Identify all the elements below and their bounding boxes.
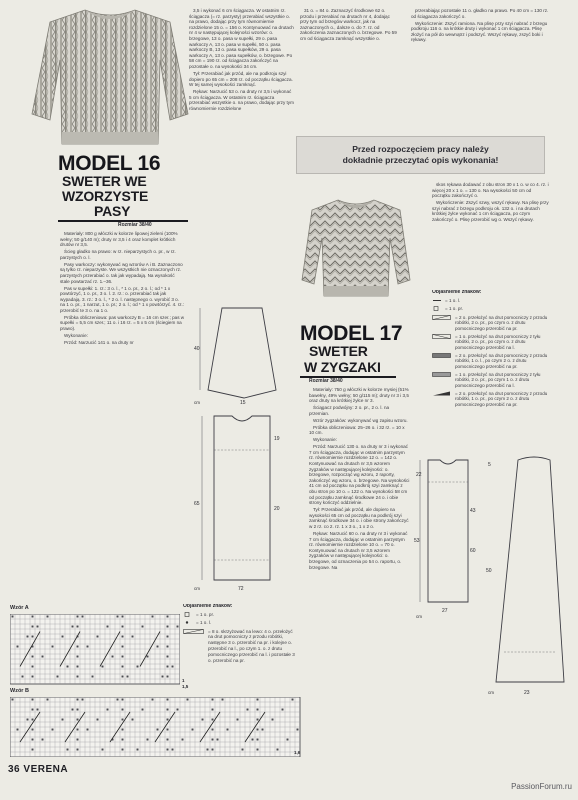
legend-bottom-item-1 <box>183 620 295 627</box>
chart-stitch-mark <box>122 636 124 638</box>
chart-stitch-mark <box>77 626 79 628</box>
model17-body-schematic <box>414 452 482 624</box>
notice-line-2: dokładnie przeczytać opis wykonania! <box>342 155 499 165</box>
chart-stitch-mark <box>77 676 79 678</box>
chart-stitch-mark <box>122 699 124 701</box>
cable-front-icon <box>432 315 452 322</box>
chart-stitch-mark <box>287 739 289 741</box>
m16-sleeve-unit: cm <box>194 400 200 405</box>
model17-text-top <box>411 8 551 132</box>
chart-b-label: Wzór B <box>10 688 29 694</box>
chart-stitch-mark <box>12 616 14 618</box>
legend-right-text-1: = 1 o. pr. <box>445 306 464 312</box>
chart-stitch-mark <box>137 749 139 751</box>
chart-stitch-mark <box>167 739 169 741</box>
legend-bottom <box>183 604 295 704</box>
chart-stitch-mark <box>237 719 239 721</box>
chart-stitch-mark <box>297 729 299 731</box>
m16-c1-p0: Materiały: 800 g włóczki w kolorze lipowej zieleni (100% wełny; 50 g/140 m); druty nr 3,5 i 4 oraz komplet krótkich drutów nr 3,5. <box>60 231 178 248</box>
chart-stitch-mark <box>242 749 244 751</box>
chart-stitch-mark <box>32 636 34 638</box>
legend-bottom-text-2: = 8 o. skrzyżować na lewo: 4 o. przełożyć na drut pomocniczy z przodu robótki, następne 3 o. przerobić na pr. i kolejne o. przerobić na l., po czym 1. o. z drutu pomocniczego przerobić na l. i pozostałe 3 o. przerobić na pr. <box>208 628 295 663</box>
model16-text-col3 <box>300 8 398 132</box>
chart-stitch-mark <box>32 709 34 711</box>
chart-stitch-mark <box>32 749 34 751</box>
chart-stitch-mark <box>137 666 139 668</box>
m17-body-unit: cm <box>416 614 422 619</box>
knit-square-icon <box>183 612 193 619</box>
chart-stitch-mark <box>107 626 109 628</box>
chart-stitch-mark <box>92 676 94 678</box>
m17-body-dim-4: 53 <box>414 538 420 544</box>
chart-stitch-mark <box>257 749 259 751</box>
m16-c3-p0: 31 o. = 84 o. Zaznaczyć środkowe 62 o. przodu i przerabiać na drutach nr 4, dodając przy tym od brzegów warkocz, jak na zaznaczonych o., dalsze o. do 7. rz. od zakończenia zaznaczonych o. brzegowe. Po 59 cm od ściągacza zamknąć wszystkie o. <box>300 8 397 41</box>
legend-right-item-1 <box>432 306 552 313</box>
m17-sleeve-dim-3: 23 <box>524 690 530 696</box>
chart-stitch-mark <box>227 729 229 731</box>
model16-subtitle-3: PASY <box>94 203 131 219</box>
cable-front-purl-icon <box>432 353 452 360</box>
chart-stitch-mark <box>32 699 34 701</box>
chart-stitch-mark <box>262 729 264 731</box>
chart-stitch-mark <box>117 616 119 618</box>
m17-c1-p7: Rękaw: Narzucić 60 o. na druty nr 3 i wykonać 7 cm ściągacza, dodając w ostatnim parzystym rz. równomiernie rozdzielone 10 o. = 70 o. Kontynuować na drutach nr 3,5 wzorem zygzaków w następującej kolejności: o. brzegowe, od oznaczenia po 54 o. raportu, o. brzegowe. Na <box>309 530 408 570</box>
chart-stitch-mark <box>52 646 54 648</box>
chart-a-row-mark: 1 <box>182 678 185 683</box>
chart-stitch-mark <box>77 749 79 751</box>
chart-stitch-mark <box>62 719 64 721</box>
page-folio: 36 VERENA <box>8 764 69 775</box>
chart-stitch-mark <box>72 626 74 628</box>
model17-sweater-photo <box>300 196 412 302</box>
legend-right-item-3 <box>432 334 552 351</box>
chart-stitch-mark <box>107 709 109 711</box>
chart-stitch-mark <box>167 719 169 721</box>
chart-stitch-mark <box>207 749 209 751</box>
legend-right-title: Objaśnienie znaków: <box>432 290 482 295</box>
chart-stitch-mark <box>167 666 169 668</box>
chart-stitch-mark <box>77 739 79 741</box>
m17-body-dim-2: 43 <box>470 508 476 514</box>
chart-stitch-mark <box>167 729 169 731</box>
purl-symbol-icon <box>432 298 442 305</box>
legend-right-text-4: = 2 o. przełożyć na drut pomocniczy z przodu robótki, 1 o. l., po czym 2 o. z drutu pomocniczego przerobić na pr. <box>455 352 548 370</box>
chart-stitch-mark <box>47 616 49 618</box>
cable-wedge-icon <box>432 391 452 398</box>
chart-stitch-mark <box>177 709 179 711</box>
m17-c1-p3: Próbka obliczeniowa: 25–26 o. i 32 rz. = 10 x 10 cm. <box>309 424 405 436</box>
legend-right <box>432 290 552 450</box>
legend-right-item-0 <box>432 298 552 305</box>
chart-stitch-mark <box>12 699 14 701</box>
chart-stitch-mark <box>182 739 184 741</box>
chart-stitch-mark <box>77 729 79 731</box>
chart-stitch-mark <box>167 699 169 701</box>
chart-stitch-mark <box>167 749 169 751</box>
chart-stitch-mark <box>57 676 59 678</box>
legend-bottom-item-0 <box>183 612 295 619</box>
chart-stitch-mark <box>32 719 34 721</box>
chart-stitch-mark <box>157 729 159 731</box>
chart-stitch-mark <box>212 719 214 721</box>
chart-stitch-mark <box>37 709 39 711</box>
m16-c1-p6: Przód: Narzucić 141 o. na druty nr <box>64 340 134 346</box>
chart-stitch-mark <box>257 709 259 711</box>
chart-stitch-mark <box>132 719 134 721</box>
chart-stitch-mark <box>32 666 34 668</box>
chart-stitch-mark <box>167 676 169 678</box>
model17-sleeve-schematic <box>484 452 568 752</box>
m17-c2-p0: skos rękawa dodawać z obu stron 30 x 1 o. w co 4. rz. i więcej 20 x 1 o. = 130 o. Na wysokości 50 cm od początku zakończyć o. <box>432 182 549 199</box>
source-watermark: PassionForum.ru <box>511 782 572 791</box>
chart-stitch-mark <box>142 709 144 711</box>
m16-c1-p1: Ścieg gładko na prawo: w rz. nieparzystych o. pr., w rz. parzystych o. l. <box>60 249 176 260</box>
chart-stitch-mark <box>212 749 214 751</box>
model16-subtitle-1: SWETER WE <box>62 173 147 189</box>
m17-sleeve-dim-1: 5 <box>488 462 491 468</box>
chart-stitch-mark <box>177 626 179 628</box>
legend-bottom-text-1: = 1 o. l. <box>196 620 212 626</box>
legend-bottom-text-0: = 1 o. pr. <box>196 611 215 617</box>
model16-sleeve-schematic <box>192 300 292 410</box>
chart-stitch-mark <box>52 729 54 731</box>
model17-text-col2 <box>432 182 550 288</box>
chart-stitch-mark <box>192 729 194 731</box>
chart-a-label: Wzór A <box>10 605 29 611</box>
chart-stitch-mark <box>152 699 154 701</box>
chart-stitch-mark <box>122 749 124 751</box>
m16-c1-p3: Pas w supełki: 1. rz.: 3 o. l., * 1 o. pr., 2 o. l.; od * 1 x powtórzyć, 1 o. pr., 3 o. l. 2. rz.: o. przerabiać tak jak wypadają. 3. rz.: 3 o. l., * 2 o. l. następnego o. wyrobić 3 o. na 1 o. pr., 1 narzut, 1 o. pr.; 2 o. l.; od * 1 x powtórzyć. 4. rz.: przerobić te 3 o. na 1 o. <box>60 285 185 313</box>
chart-stitch-mark <box>167 646 169 648</box>
legend-right-text-0: = 1 o. l. <box>445 297 461 303</box>
m17-sleeve-dim-2: 50 <box>486 568 492 574</box>
chart-stitch-mark <box>27 636 29 638</box>
m17-c1-p0: Materiały: 750 g włóczki w kolorze mysiej (51% bawełny, 49% wełny; 50 g/115 m); druty nr 3 i 3,5 oraz druty na krótkiej żyłce nr 3. <box>309 387 409 404</box>
chart-stitch-mark <box>217 739 219 741</box>
chart-stitch-mark <box>187 699 189 701</box>
chart-stitch-mark <box>212 709 214 711</box>
chart-stitch-mark <box>282 709 284 711</box>
m17-c1-p5: Przód: Narzucić 130 o. na druty nr 3 i wykonać 7 cm ściągacza, dodając w ostatnim parzystym rz. równomiernie rozdzielone 12 o. = 142 o. Kontynuować na drutach nr 3,5 wzorem zygzaków w następującej kolejności: o. brzegowe, rozpocząć wg wzoru, 2 raporty, zakończyć wg wzoru, o. brzegowe. Na wysokości 41 cm od początku na podkrój szyi zamknąć z obu stron po 10 o. = 122 o. Na wysokości 58 cm od początku zamknąć środkowe 24 o. i obie strony kończyć oddzielnie. <box>309 444 410 506</box>
chart-stitch-mark <box>37 626 39 628</box>
m16-sleeve-dim-1: 40 <box>194 346 200 352</box>
chart-stitch-mark <box>142 626 144 628</box>
chart-stitch-mark <box>72 709 74 711</box>
chart-stitch-mark <box>102 749 104 751</box>
chart-stitch-mark <box>122 676 124 678</box>
chart-stitch-mark <box>102 666 104 668</box>
m16-sleeve-dim-2: 15 <box>240 400 246 406</box>
m16-body-dim-1: 19 <box>274 436 280 442</box>
notice-line-1: Przed rozpoczęciem pracy należy <box>352 144 489 154</box>
chart-stitch-mark <box>77 699 79 701</box>
chart-stitch-mark <box>167 709 169 711</box>
m16-c1-p5: Wykonanie: <box>64 333 88 339</box>
chart-stitch-mark <box>167 656 169 658</box>
chart-stitch-mark <box>32 656 34 658</box>
chart-a-row-mark-sub: 1,5 <box>182 684 189 689</box>
chart-stitch-mark <box>122 666 124 668</box>
chart-stitch-mark <box>277 749 279 751</box>
m17-c1-p4: Wykonanie: <box>313 437 337 443</box>
model16-body-schematic <box>192 410 292 600</box>
m17-c1-p6: Tył: Przerabiać jak przód, ale dopiero na wysokości 65 cm od początku na podkrój szyi zamknąć środkowe 34 o. i obie strony zakończyć w 2 rz. co 2. rz. 1 x 3 o., 1 x 2 o. <box>309 507 409 529</box>
m16-body-dim-2: 65 <box>194 501 200 507</box>
chart-stitch-mark <box>132 636 134 638</box>
chart-stitch-mark <box>97 719 99 721</box>
chart-stitch-mark <box>162 676 164 678</box>
chart-stitch-mark <box>17 646 19 648</box>
chart-stitch-mark <box>77 656 79 658</box>
m17-top-p1: Wykończenie: Zszyć ramiona. Na plisę przy szyi nabrać z brzegu podkroju 116 o. na krótkie druty i wykonać 1 cm ściągacza. Plisę złożyć na pół do wewnątrz i podszyć. Wszyć rękawy, zszyć boki i rękawy. <box>411 20 548 43</box>
chart-stitch-mark <box>222 699 224 701</box>
legend-right-text-2: = 2 o. przełożyć na drut pomocniczy z przodu robótki, 2 o. pr., po czym o. z drutu pomocniczego przerobić na pr. <box>455 314 548 332</box>
m16-c1-p2: Pasy warkoczy: wykonywać wg wzorów A i B. Zaznaczono są tylko rz. nieparzyste. We wszystkich nie oznaczonych rz. parzystych przerabiać o. tak jak wypadają. Na wysokość stale powtarzać rz. 1.–36. <box>60 261 183 284</box>
chart-stitch-mark <box>172 749 174 751</box>
chart-stitch-mark <box>32 616 34 618</box>
chart-stitch-mark <box>42 739 44 741</box>
chart-stitch-mark <box>157 646 159 648</box>
legend-right-text-6: = 2 o. przełożyć na drut pomocniczy z przodu robótki, 1 o. pr., po czym 2 o. z drutu pomocniczego przerobić na pr. <box>455 390 548 408</box>
legend-right-text-5: = 1 o. przełożyć na drut pomocniczy z tyłu robótki, 2 o. pr., po czym 1 o. z drutu pomocniczego przerobić na l. <box>455 371 541 389</box>
chart-stitch-mark <box>147 739 149 741</box>
model16-subtitle-2: WZORZYSTE <box>62 188 149 204</box>
chart-stitch-mark <box>172 666 174 668</box>
chart-stitch-mark <box>27 719 29 721</box>
chart-stitch-mark <box>77 616 79 618</box>
chart-stitch-mark <box>257 739 259 741</box>
chart-stitch-mark <box>97 636 99 638</box>
legend-bottom-item-2 <box>183 629 295 664</box>
model17-subtitle-2: W ZYGZAKI <box>304 359 381 375</box>
chart-stitch-mark <box>212 729 214 731</box>
chart-stitch-mark <box>292 699 294 701</box>
chart-stitch-mark <box>67 749 69 751</box>
m16-body-unit: cm <box>194 586 200 591</box>
chart-stitch-mark <box>257 699 259 701</box>
chart-stitch-mark <box>147 656 149 658</box>
chart-stitch-mark <box>167 636 169 638</box>
chart-stitch-mark <box>87 729 89 731</box>
m16-body-dim-3: 20 <box>274 506 280 512</box>
chart-stitch-mark <box>252 739 254 741</box>
model17-title: MODEL 17 <box>300 322 403 345</box>
chart-stitch-mark <box>77 709 79 711</box>
chart-stitch-mark <box>122 729 124 731</box>
chart-stitch-mark <box>67 666 69 668</box>
model16-text-col1 <box>60 231 185 589</box>
chart-stitch-mark <box>257 729 259 731</box>
model16-size: Rozmiar 38/40 <box>118 222 152 228</box>
chart-stitch-mark <box>122 626 124 628</box>
knitting-chart-b <box>10 697 302 757</box>
model16-title: MODEL 16 <box>58 152 161 175</box>
chart-stitch-mark <box>42 656 44 658</box>
m17-sleeve-unit: cm <box>488 690 494 695</box>
legend-right-item-6 <box>432 391 552 408</box>
chart-stitch-mark <box>82 616 84 618</box>
chart-stitch-mark <box>167 616 169 618</box>
chart-stitch-mark <box>117 699 119 701</box>
chart-stitch-mark <box>22 676 24 678</box>
chart-stitch-mark <box>257 719 259 721</box>
chart-stitch-mark <box>122 616 124 618</box>
chart-stitch-mark <box>32 729 34 731</box>
chart-stitch-mark <box>82 699 84 701</box>
chart-stitch-mark <box>122 739 124 741</box>
model17-subtitle-1: SWETER <box>309 343 368 359</box>
chart-stitch-mark <box>122 656 124 658</box>
m16-c1-p4: Próbka obliczeniowa: pas warkoczy B = 16 cm szer.; pas w supełki = 5,5 cm szer.; 11 o. i 16 rz. = 5 x 5 cm (ściegiem na prawo). <box>60 314 185 332</box>
legend-right-text-3: = 1 o. przełożyć na drut pomocniczy z tyłu robótki, 2 o. pr., po czym o. z drutu pomocniczego przerobić na l. <box>455 333 541 351</box>
m16-c2-p1: Tył: Przerabiać jak przód, ale na podkroju szyi dopiero po 65 cm = 208 rz. od początku ściągacza. W tej samej wysokości zamknąć. <box>189 70 293 88</box>
m16-c2-p2: Rękaw: Narzucić 53 o. na druty nr 3,5 i wykonać 5 cm ściągacza. W ostatnim rz. ściągacza przerabiać wszystkie o. na prawo, dodając przy tym równomiernie rozdzielone <box>189 89 294 111</box>
chart-stitch-mark <box>202 719 204 721</box>
model17-size: Rozmiar 38/40 <box>309 378 343 384</box>
chart-stitch-mark <box>77 666 79 668</box>
knitting-chart-a <box>10 614 180 686</box>
legend-bottom-title: Objaśnienie znaków: <box>183 604 233 609</box>
chart-stitch-mark <box>127 676 129 678</box>
chart-stitch-mark <box>32 626 34 628</box>
legend-right-item-4 <box>432 353 552 370</box>
chart-stitch-mark <box>212 739 214 741</box>
model17-text-col1 <box>309 387 410 783</box>
m17-body-dim-1: 22 <box>416 472 422 478</box>
m17-c1-p2: Wzór zygzaków: wykonywać wg zapisu wzoru. <box>313 417 408 423</box>
legend-right-item-2 <box>432 315 552 332</box>
m17-body-dim-3: 60 <box>470 548 476 554</box>
chart-stitch-mark <box>212 699 214 701</box>
m17-body-dim-5: 27 <box>442 608 448 614</box>
chart-stitch-mark <box>32 739 34 741</box>
model16-sweater-photo <box>30 4 190 152</box>
chart-stitch-mark <box>47 699 49 701</box>
cable-back-purl-icon <box>432 372 452 379</box>
chart-stitch-mark <box>122 646 124 648</box>
chart-stitch-mark <box>152 616 154 618</box>
m17-top-p0: przerabiając pozostałe 11 o. gładko na prawo. Po 40 cm = 130 rz. od ściągacza zakończyć o. <box>411 8 549 19</box>
m16-body-dim-4: 72 <box>238 586 244 592</box>
knit-symbol-icon <box>432 306 442 313</box>
chart-stitch-mark <box>32 676 34 678</box>
m16-c2-p0: 3,5 i wykonać 6 cm ściągacza. W ostatnim rz. ściągacza (= rz. parzysty) przerabiać wszystkie o. na prawo, dodając przy tym równomiernie rozdzielone 15 o. = 156 o. Kontynuować na drutach nr 4 w następującej kolejności wzorów: o. brzegowe, 13 o. pasa w supełki, 29 o. pasa warkoczy A, 13 o. pasa w supełki, 50 o. pasa warkoczy B, 13 o. pasa supełków, 29 o. pasa warkoczy A, 13 o. pasa supełków, o. brzegowe. Po 58 cm = 190 rz. od ściągacza zakończyć na pozostałe o. na wysokości 34 cm. <box>189 8 294 69</box>
chart-stitch-mark <box>17 729 19 731</box>
model16-text-col2 <box>189 8 295 328</box>
notice-box <box>296 136 545 174</box>
chart-stitch-mark <box>122 709 124 711</box>
m17-c1-p1: Ściągacz podwójny: 2 o. pr., 2 o. l. na przemian. <box>309 405 390 416</box>
chart-stitch-mark <box>77 719 79 721</box>
chart-stitch-mark <box>87 646 89 648</box>
chart-b-row-mark: 1,6 <box>294 750 301 755</box>
cable-back-icon <box>432 334 452 341</box>
chart-stitch-mark <box>167 626 169 628</box>
chart-stitch-mark <box>272 719 274 721</box>
cable-8-left-icon <box>183 629 205 636</box>
chart-stitch-mark <box>122 719 124 721</box>
purl-dot-icon <box>183 620 193 627</box>
legend-right-item-5 <box>432 372 552 389</box>
chart-stitch-mark <box>112 656 114 658</box>
chart-stitch-mark <box>62 636 64 638</box>
chart-stitch-mark <box>77 646 79 648</box>
m17-c2-p1: Wykończenie: Zszyć szwy, wszyć rękawy. Na plisę przy szyi nabrać z brzegu podkroju ok. 132 o. i na drutach krótkiej żyłce wykonać 1 cm ściągacza, po czym zakończyć o. Plisę przerobić wg o. Wszyć rękawy. <box>432 200 549 222</box>
chart-stitch-mark <box>247 709 249 711</box>
